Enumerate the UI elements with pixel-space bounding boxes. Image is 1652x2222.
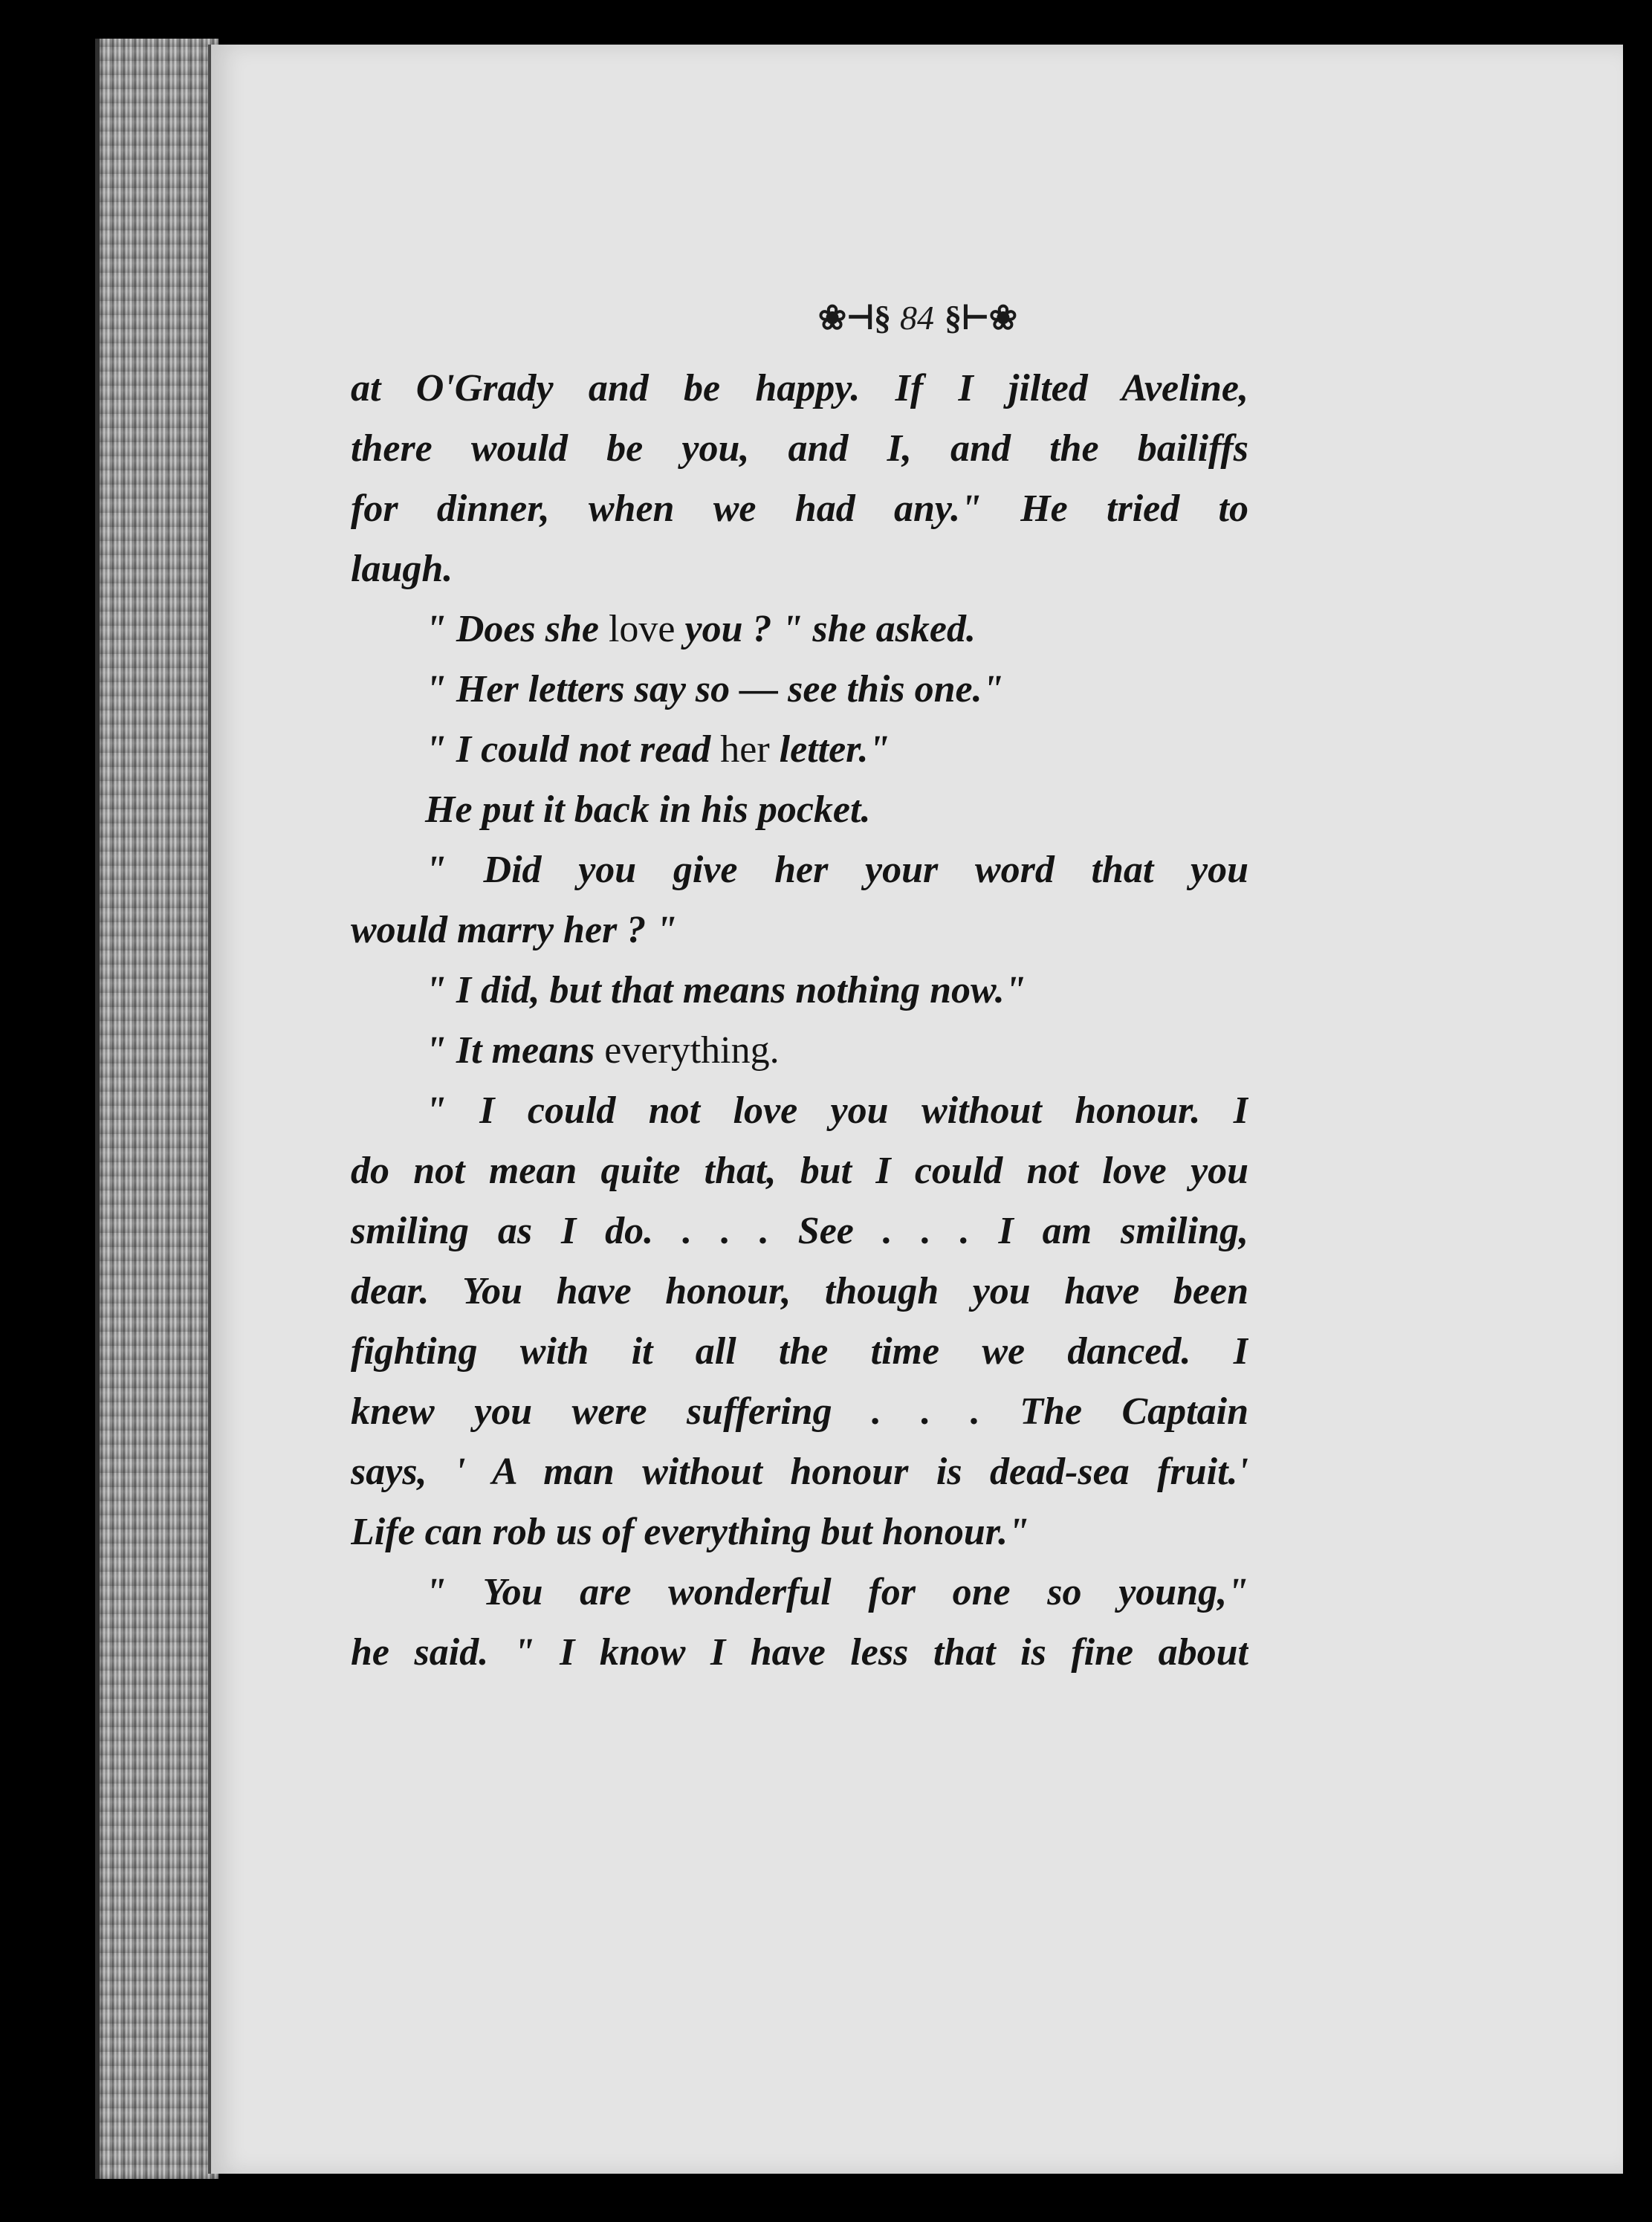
text-line: He put it back in his pocket. <box>425 788 871 831</box>
text-line: do not mean quite that, but I could not love you <box>351 1150 1248 1192</box>
text-run-roman: her <box>720 728 770 771</box>
page-header <box>211 297 1623 337</box>
text-line: Life can rob us of everything but honour." <box>351 1511 1029 1553</box>
text-line <box>351 719 1248 780</box>
body-text <box>351 358 1248 1682</box>
ornament-right-icon: §⊢❀ <box>945 299 1017 337</box>
text-line <box>351 599 1248 659</box>
ornament-left-icon: ❀⊣§ <box>817 299 890 337</box>
text-line: fighting with it all the time we danced. I <box>351 1330 1248 1373</box>
text-line: there would be you, and I, and the bailiffs <box>351 427 1248 470</box>
text-line: " I could not love you without honour. I <box>425 1089 1248 1132</box>
text-run: you ? " she asked. <box>675 608 976 650</box>
text-line: at O'Grady and be happy. If I jilted Aveline, <box>351 367 1248 409</box>
text-line: for dinner, when we had any." He tried to <box>351 488 1248 530</box>
text-run: " I could not read <box>425 728 721 771</box>
text-line: dear. You have honour, though you have been <box>351 1270 1248 1312</box>
text-line: would marry her ? " <box>351 909 678 951</box>
text-run: letter." <box>769 728 890 771</box>
text-line: knew you were suffering . . . The Captain <box>351 1390 1248 1433</box>
text-line: smiling as I do. . . . See . . . I am smiling, <box>351 1210 1248 1252</box>
text-line: " Did you give her your word that you <box>425 849 1248 891</box>
text-run-roman: love <box>608 608 676 650</box>
text-line: " I did, but that means nothing now." <box>425 969 1026 1011</box>
text-line: " Her letters say so — see this one." <box>425 668 1004 710</box>
text-line: says, ' A man without honour is dead-sea fruit.' <box>351 1451 1248 1493</box>
text-line: he said. " I know I have less that is fine about <box>351 1631 1248 1674</box>
text-line: " You are wonderful for one so young," <box>425 1571 1248 1613</box>
text-line: laugh. <box>351 548 453 590</box>
text-run: " It means <box>425 1029 605 1072</box>
text-line <box>351 1020 1248 1081</box>
text-run: " Does she <box>425 608 609 650</box>
page-edges <box>95 39 218 2179</box>
text-run-roman: everything. <box>604 1029 780 1072</box>
page-number: 84 <box>900 299 934 337</box>
